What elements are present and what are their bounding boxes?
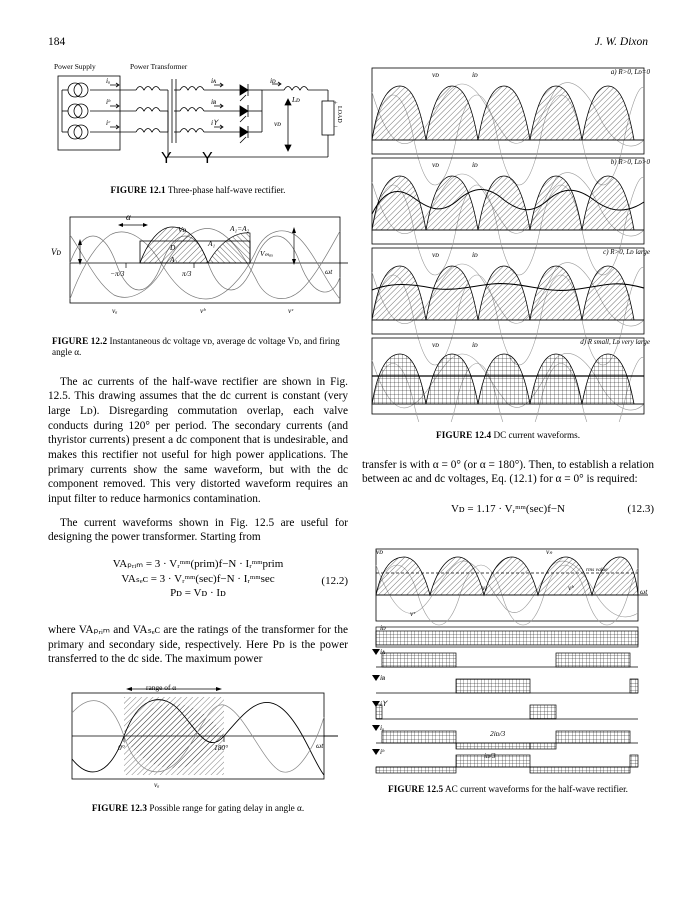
equation-12-3 (362, 503, 654, 525)
label-pi-3: π/3 (182, 268, 192, 278)
paragraph-1: The ac currents of the half-wave rectifier are shown in Fig. 12.5. This drawing assumes that the dc current is constant (very large Lᴅ). Disregarding commutation overlap, each valve conducts during 120° per period. The secondary currents (and thyristor currents) present a dc component that is undesirable, and makes this rectifier not useful for high power applications. The primary currents show the same waveform, but with the dc component removed. This very distorted waveform requires an input filter to reduce harmonics contamination. (48, 375, 348, 505)
label-A2: A₂ (170, 254, 178, 264)
figure-12-2-caption (48, 336, 348, 359)
figure-12-3-caption-label: FIGURE 12.3 (91, 802, 148, 813)
figure-12-5-label-iD3: iᴅ/3 (484, 750, 496, 760)
figure-12-5-label-iC: iꓬ (380, 698, 387, 708)
figure-12-1-drawing (48, 71, 348, 179)
label-vD: vᴅ (274, 119, 282, 128)
equation-12-2-number: (12.2) (321, 574, 348, 587)
figure-12-3-caption (48, 803, 348, 815)
label-iD: iᴅ (270, 76, 276, 85)
label-neg-pi-3: −π/3 (110, 268, 125, 278)
label-VD-axis: Vᴅ (51, 246, 62, 257)
figure-12-4-drawing (362, 62, 654, 422)
label-zero-deg: 0° (118, 742, 125, 752)
figure-12-5-plot (362, 543, 654, 779)
label-vc: vᶜ (288, 305, 294, 315)
equation-12-2-line-2: VAₛₑᴄ = 3 · Vᵣᵐᵐ(sec)f−N · Iᵣᵐᵐsec (121, 572, 275, 585)
label-D: D (170, 242, 176, 252)
label-plus: + (334, 100, 338, 107)
figure-12-1-caption (48, 185, 348, 197)
figure-12-4-panel-label-b: b) R>0, Lᴅ>0 (610, 158, 650, 166)
label-ia: iₐ (106, 76, 111, 85)
running-head: J. W. Dixon (594, 36, 648, 48)
label-power-supply: Power Supply (54, 62, 96, 71)
figure-12-1-caption-label: FIGURE 12.1 (110, 185, 166, 195)
figure-12-5-caption-label: FIGURE 12.5 (388, 783, 444, 794)
figure-12-4 (362, 62, 654, 442)
label-va: vₐ (112, 305, 118, 315)
figure-12-2-plot (48, 211, 348, 331)
label-power-transformer: Power Transformer (130, 62, 188, 71)
label-VD-curve: Vᴅ (178, 224, 187, 234)
equation-12-3-body: Vᴅ = 1.17 · Vᵣᵐᵐ(sec)f−N (450, 502, 566, 515)
figure-12-5 (362, 543, 654, 796)
label-180-deg: 180° (214, 742, 229, 752)
label-alpha: α (126, 211, 131, 222)
figure-12-4-caption-label: FIGURE 12.4 (435, 430, 492, 440)
label-omega-t: ωt (325, 266, 333, 276)
label-minus: − (334, 124, 338, 131)
equation-12-3-number: (12.3) (627, 502, 654, 515)
figure-12-2-caption-label: FIGURE 12.2 (52, 335, 108, 346)
figure-12-3-caption-text: Possible range for gating delay in angle α. (149, 802, 305, 813)
figure-12-5-label-vD: vᴅ (376, 546, 384, 556)
label-load: LOAD (336, 106, 342, 123)
figure-12-5-label-omega-t: ωt (640, 586, 648, 596)
paragraph-4: transfer is with α = 0° (or α = 180°). Then, to establish a relation between ac and dc voltages, Eq. (12.1) for α = 0° is required: (362, 458, 654, 486)
figure-12-1-caption-text: Three-phase half-wave rectifier. (167, 185, 286, 195)
figure-12-3 (48, 683, 348, 815)
figure-12-4-vd-d: vᴅ (432, 340, 440, 349)
figure-12-3-plot (48, 683, 348, 798)
figure-12-5-label-vc: vᶜ (410, 608, 416, 618)
page-header (48, 36, 648, 52)
figure-12-1 (48, 62, 348, 197)
equation-12-2-line-1: VAₚᵣᵢₘ = 3 · Vᵣᵐᵐ(prim)f−N · Iᵣᵐᵐprim (112, 557, 284, 570)
label-ic: iᶜ (106, 118, 110, 127)
figure-12-2 (48, 211, 348, 359)
left-column (48, 62, 348, 814)
figure-12-2-drawing (48, 211, 348, 331)
figure-12-5-caption-text: AC current waveforms for the half-wave rectifier. (445, 783, 628, 794)
label-vb: vᵇ (200, 305, 206, 315)
label-A1: A₁ (208, 238, 216, 248)
label-range-of-alpha: range of α (146, 682, 177, 692)
label-VMAX: Vₘₐₓ (260, 248, 274, 258)
equation-12-2-line-3: Pᴅ = Vᴅ · Iᴅ (170, 586, 226, 599)
figure-12-4-caption-text: DC current waveforms. (493, 430, 580, 440)
equation-12-2 (48, 557, 348, 613)
figure-12-5-label-va: vₐ (482, 582, 488, 592)
figure-12-4-caption (362, 430, 654, 442)
figure-12-4-panel-label-c: c) R>0, Lᴅ large (603, 248, 650, 256)
label-wye-primary: Y (161, 150, 172, 167)
paragraph-3: where VAₚᵣᵢₘ and VAₛₑᴄ are the ratings of the transformer for the primary and secondary side, respectively. Here Pᴅ is the power transferred to the dc side. The maximum power (48, 623, 348, 666)
figure-12-5-label-iD: iᴅ (380, 622, 386, 632)
figure-12-5-label-2iD3: 2iᴅ/3 (490, 728, 506, 738)
figure-12-4-id-a: iᴅ (472, 70, 478, 79)
figure-12-5-label-ia: iₐ (380, 722, 385, 732)
right-column (362, 62, 654, 795)
figure-12-4-id-b: iᴅ (472, 160, 478, 169)
figure-12-5-label-iB: iʙ (380, 672, 386, 682)
label-A1-A2: A₁=A₂ (230, 223, 250, 233)
figure-12-5-label-rms-note: rms value (586, 566, 608, 573)
figure-12-1-schematic (48, 62, 348, 180)
figure-12-5-label-vn: vₙ (546, 546, 553, 556)
label-omega-t-123: ωt (316, 740, 324, 750)
figure-12-4-plot (362, 62, 654, 422)
label-iB: iʙ (211, 97, 217, 106)
figure-12-5-label-iA: iᴀ (380, 646, 385, 656)
figure-12-5-drawing (362, 543, 654, 779)
page-number: 184 (48, 36, 66, 48)
figure-12-4-panel-label-a: a) R>0, Lᴅ=0 (610, 68, 650, 76)
figure-12-4-id-c: iᴅ (472, 250, 478, 259)
figure-12-5-label-ib: iᵇ (380, 746, 385, 756)
label-LD: Lᴅ (292, 95, 300, 104)
figure-12-4-id-d: iᴅ (472, 340, 478, 349)
figure-12-3-drawing (48, 683, 348, 798)
figure-12-2-caption-text: Instantaneous dc voltage vᴅ, average dc voltage Vᴅ, and firing angle α. (52, 335, 340, 357)
label-wye-secondary: Y (202, 150, 213, 167)
label-iC: iꓬ (211, 118, 218, 127)
figure-12-4-vd-a: vᴅ (432, 70, 440, 79)
label-va-123: vₐ (154, 779, 160, 789)
figure-12-4-vd-b: vᴅ (432, 160, 440, 169)
figure-12-4-panel-label-d: d) R small, Lᴅ very large (580, 338, 650, 346)
label-ib: iᵇ (106, 97, 111, 106)
figure-12-5-label-vb: vᵇ (568, 582, 574, 592)
figure-12-5-caption (362, 784, 654, 796)
figure-12-4-vd-c: vᴅ (432, 250, 440, 259)
label-iA: iᴀ (211, 76, 216, 85)
paragraph-2: The current waveforms shown in Fig. 12.5 are useful for designing the power transformer. Starting from (48, 516, 348, 544)
